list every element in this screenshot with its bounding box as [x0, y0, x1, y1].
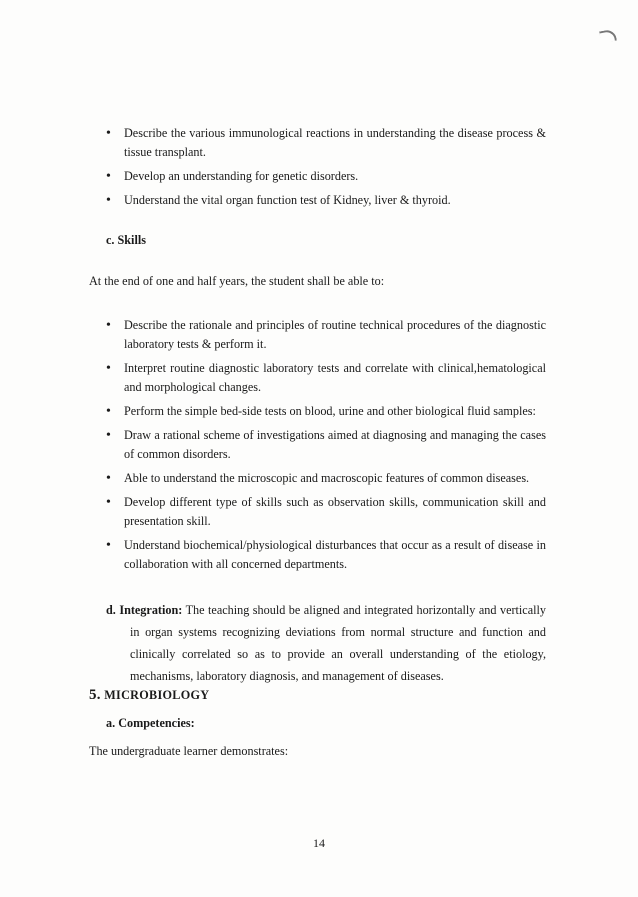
section-name: MICROBIOLOGY: [104, 688, 210, 702]
integration-paragraph: [106, 599, 546, 687]
list-item: • Able to understand the microscopic and macroscopic features of common diseases.: [106, 469, 546, 488]
list-item: • Draw a rational scheme of investigations aimed at diagnosing and managing the cases of common disorders.: [106, 426, 546, 464]
list-item: • Interpret routine diagnostic laboratory tests and correlate with clinical,hematological and morphological changes.: [106, 359, 546, 397]
integration-text: The teaching should be aligned and integrated horizontally and vertically in organ systems recognizing deviations from normal structure and function and clinically correlated so as to provide an overall understanding of the etiology, mechanisms, laboratory diagnosis, and management of diseases.: [130, 603, 546, 683]
list-item: • Develop an understanding for genetic disorders.: [106, 167, 546, 186]
skills-intro: At the end of one and half years, the student shall be able to:: [89, 274, 385, 288]
skills-heading: c. Skills: [106, 233, 146, 247]
page-number: 14: [313, 836, 325, 850]
competencies-intro: The undergraduate learner demonstrates:: [89, 744, 289, 758]
list-item: • Perform the simple bed-side tests on blood, urine and other biological fluid samples:: [106, 402, 546, 421]
skills-bullet-list: [106, 316, 546, 579]
list-item: • Understand the vital organ function test of Kidney, liver & thyroid.: [106, 191, 546, 210]
scan-mark: [599, 29, 617, 44]
top-bullet-list: [106, 124, 546, 215]
list-item: • Understand biochemical/physiological disturbances that occur as a result of disease in collaboration with all concerned departments.: [106, 536, 546, 574]
list-item: • Describe the various immunological reactions in understanding the disease process & tissue transplant.: [106, 124, 546, 162]
section-title: [89, 687, 209, 704]
competencies-heading: a. Competencies:: [106, 716, 195, 730]
list-item: • Develop different type of skills such as observation skills, communication skill and presentation skill.: [106, 493, 546, 531]
list-item: • Describe the rationale and principles of routine technical procedures of the diagnostic laboratory tests & perform it.: [106, 316, 546, 354]
section-number: 5.: [89, 687, 101, 703]
integration-label: d. Integration:: [106, 603, 183, 617]
